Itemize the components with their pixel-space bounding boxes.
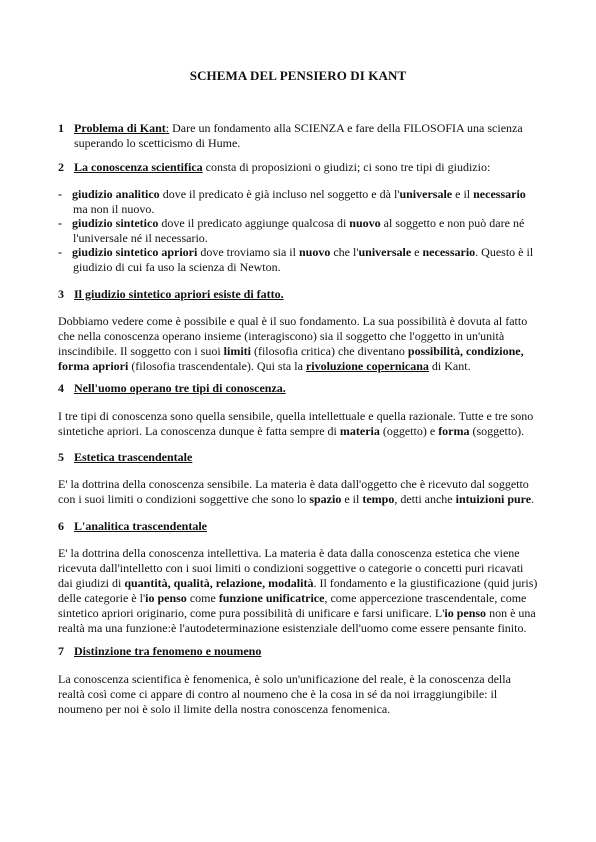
judgment-item-synthetic-apriori: - giudizio sintetico apriori dove troviamo sia il nuovo che l'universale e necessario. Questo è il giudizio di cui fa uso la scienza di Newton. <box>58 245 534 274</box>
section-heading: Problema di Kant <box>74 121 166 135</box>
judgment-item-synthetic: - giudizio sintetico dove il predicato aggiunge qualcosa di nuovo al soggetto e non può dare né l'universale né il necessario. <box>58 216 525 245</box>
section-heading: Distinzione tra fenomeno e noumeno <box>74 644 262 658</box>
section-number: 7 <box>58 644 64 658</box>
section-heading: La conoscenza scientifica <box>74 160 203 174</box>
section-5-body: E' la dottrina della conoscenza sensibile. La materia è data dall'oggetto che è ricevuto dal soggetto con i suoi limiti o condizioni soggettive che sono lo spazio e il tempo, detti anche intuizioni pure. <box>58 477 535 506</box>
section-7 <box>58 644 548 659</box>
section-heading: Nell'uomo operano tre tipi di conoscenza. <box>74 381 286 395</box>
section-number: 5 <box>58 450 64 464</box>
section-3-body: Dobbiamo vedere come è possibile e qual è il suo fondamento. La sua possibilità è dovuta al fatto che nella conoscenza operano insieme (interagiscono) sia il soggetto che l'oggetto in un'unità inscindibile. Il soggetto con i suoi limiti (filosofia critica) che diventano possibilità, condizione, forma apriori (filosofia trascendentale). Qui sta la rivoluzione copernicana di Kant. <box>58 314 528 373</box>
section-number: 2 <box>58 160 64 174</box>
section-1-line-2: superando lo scetticismo di Hume. <box>74 136 241 150</box>
section-4-body: I tre tipi di conoscenza sono quella sensibile, quella intellettuale e quella razionale. Tutte e tre sono sintetiche apriori. La conoscenza dunque è fatta sempre di materia (oggetto) e forma (soggetto). <box>58 409 534 438</box>
section-2: 2 La conoscenza scientifica consta di proposizioni o giudizi; ci sono tre tipi di giudizio: <box>58 160 491 174</box>
section-5 <box>58 450 548 465</box>
section-heading: Estetica trascendentale <box>74 450 193 464</box>
section-number: 3 <box>58 287 64 301</box>
section-number: 4 <box>58 381 64 395</box>
section-6 <box>58 519 548 534</box>
section-number: 6 <box>58 519 64 533</box>
section-3 <box>58 287 548 302</box>
section-number: 1 <box>58 121 64 135</box>
section-heading: L'analitica trascendentale <box>74 519 207 533</box>
judgment-item-analytic: - giudizio analitico dove il predicato è già incluso nel soggetto e dà l'universale e il necessario ma non il nuovo. <box>58 187 526 216</box>
page-title: SCHEMA DEL PENSIERO DI KANT <box>189 68 407 83</box>
section-7-body: La conoscenza scientifica è fenomenica, è solo un'unificazione del reale, è la conoscenza della realtà così come ci appare di contro al noumeno che è la cosa in sé da noi irraggiungibile: il noumeno per noi è solo il limite della nostra conoscenza fenomenica. <box>58 672 511 716</box>
section-4 <box>58 381 548 396</box>
section-1-line-1: 1 Problema di Kant: Dare un fondamento alla SCIENZA e fare della FILOSOFIA una scienza <box>58 121 523 135</box>
section-1 <box>58 121 548 151</box>
section-6-body: E' la dottrina della conoscenza intellettiva. La materia è data dalla conoscenza estetica che viene ricevuta dall'intelletto con i suoi limiti o condizioni soggettive o categorie o concetti puri ricavati dai giudizi di quantità, qualità, relazione, modalità. Il fondamento e la giustificazione (quid juris) delle categorie è l'io penso come funzione unificatrice, come appercezione trascendentale, come sintetico apriori originario, come pura possibilità di unificare e farsi unificare. L'io penso non è una realtà ma una funzione:è l'autodeterminazione esistenziale dell'uomo come essere pensante finito. <box>58 546 538 635</box>
section-heading: Il giudizio sintetico apriori esiste di fatto. <box>74 287 284 301</box>
